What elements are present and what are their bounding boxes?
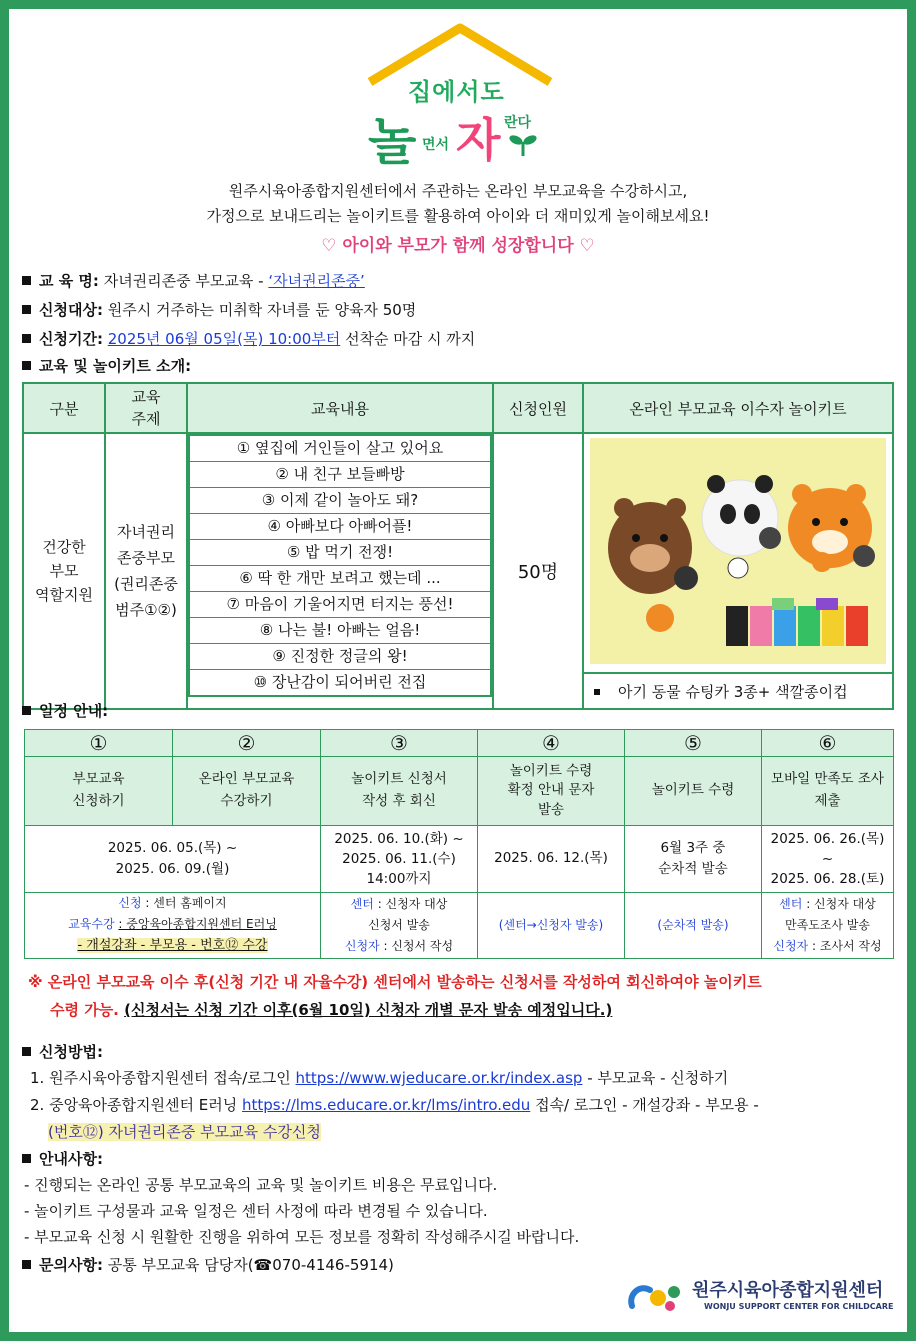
step-number: ④ [478, 730, 625, 757]
step-title: 놀이키트 신청서 작성 후 회신 [321, 757, 478, 826]
course-label: 교육수강 [68, 917, 115, 932]
col-header-count: 신청인원 [493, 383, 583, 433]
method-item-2-line-2 [48, 1121, 321, 1142]
topic-item: ⑤ 밥 먹기 전쟁! [190, 540, 490, 566]
date-steps-1-2: 2025. 06. 05.(목) ~ 2025. 06. 09.(월) [25, 826, 321, 893]
logo-small-1: 면서 [422, 137, 450, 153]
applicant-text: : 신청서 작성 [383, 939, 454, 954]
detail-step-5: (순차적 발송) [625, 893, 762, 959]
event-logo [360, 20, 560, 170]
applicant-label: 신청자 [344, 939, 380, 954]
tiger-car-icon [788, 484, 875, 568]
col-header-kit: 온라인 부모교육 이수자 놀이키트 [583, 383, 893, 433]
bullet-icon [22, 1154, 31, 1163]
method-row [22, 1041, 103, 1062]
center-logo [626, 1274, 896, 1318]
edu-title: ‘자녀권리존중’ [268, 272, 365, 290]
period-label: 신청기간: [39, 330, 103, 348]
step-title: 온라인 부모교육 수강하기 [173, 757, 321, 826]
guide-item: - 놀이키트 구성물과 교육 일정은 센터 사정에 따라 변경될 수 있습니다. [24, 1202, 488, 1220]
applicant-label: 신청자 [773, 939, 809, 954]
topic-item: ⑧ 나는 불! 아빠는 얼음! [190, 618, 490, 644]
subject-cell: 자녀권리 존중부모 (권리존중 범주①②) [105, 433, 187, 709]
notice-line-1: ※ 온라인 부모교육 이수 후(신청 기간 내 자율수강) 센터에서 발송하는 신청서를 작성하여 회신하여야 놀이키트 [28, 973, 762, 991]
col-header-subject: 교육 주제 [105, 383, 187, 433]
topic-item: ⑩ 장난감이 되어버린 전집 [253, 673, 427, 691]
step-number: ⑤ [625, 730, 762, 757]
course-text-1: : 중앙육아종합지원센터 E러닝 [118, 917, 277, 932]
schedule-table [24, 729, 894, 959]
method-item-2-text: 2. 중앙육아종합지원센터 E러닝 [30, 1096, 238, 1114]
step-number: ① [25, 730, 173, 757]
step-number: ③ [321, 730, 478, 757]
intro-line-1: 원주시육아종합지원센터에서 주관하는 온라인 부모교육을 수강하시고, [228, 182, 688, 200]
detail-step-3 [321, 893, 478, 959]
method-label: 신청방법: [39, 1043, 103, 1061]
bear-car-icon [608, 498, 698, 594]
col-header-content: 교육내용 [187, 383, 493, 433]
edu-name-value: 자녀권리존중 부모교육 - [103, 272, 264, 290]
apply-label: 신청 [118, 896, 142, 911]
period-row [22, 328, 475, 349]
course-text-2: - 개설강좌 - 부모용 - 번호⑫ 수강 [77, 938, 268, 954]
intro-line-2: 가정으로 보내드리는 놀이키트를 활용하여 아이와 더 재미있게 놀이해보세요! [206, 207, 710, 225]
contact-label: 문의사항: [39, 1256, 103, 1274]
notice-line-2b: (신청서는 신청 기간 이후(6월 10일) 신청자 개별 문자 발송 예정입니다.) [124, 1001, 613, 1019]
target-label: 신청대상: [39, 301, 103, 319]
topics-list [188, 434, 492, 697]
step-title: 모바일 만족도 조사 제출 [762, 757, 894, 826]
center-label: 센터 [350, 897, 374, 912]
center-text: : 신청자 대상 신청서 발송 [368, 897, 448, 933]
center-name-en: WONJU SUPPORT CENTER FOR CHILDCARE [704, 1302, 894, 1311]
detail-steps-1-2 [25, 893, 321, 959]
logo-line1: 집에서도 [408, 78, 505, 106]
topic-item: ④ 아빠보다 아빠어플! [190, 514, 490, 540]
topic-item: ① 옆집에 거인들이 살고 있어요 [190, 436, 490, 462]
topic-item: ② 내 친구 보들빠방 [190, 462, 490, 488]
logo-small-2: 란다 [504, 115, 532, 131]
date-step-6: 2025. 06. 26.(목) ~ 2025. 06. 28.(토) [762, 826, 894, 893]
notice-line-2 [50, 999, 612, 1020]
topic-item: ⑨ 진정한 정글의 왕! [190, 644, 490, 670]
apply-text: : 센터 홈페이지 [145, 896, 227, 911]
kit-desc: 아기 동물 슈팅카 3종+ 색깔종이컵 [618, 682, 848, 701]
bullet-icon [594, 689, 600, 695]
bullet-icon [22, 1260, 31, 1269]
topics-cell [187, 433, 493, 709]
bullet-icon [22, 1047, 31, 1056]
bullet-icon [22, 276, 31, 285]
detail-step-4: (센터→신청자 발송) [478, 893, 625, 959]
guide-row [22, 1148, 103, 1169]
step-title: 놀이키트 수령 확정 안내 문자 발송 [478, 757, 625, 826]
slogan: ♡ 아이와 부모가 함께 성장합니다 ♡ [321, 236, 595, 256]
contact-value: 공통 부모교육 담당자(☎070-4146-5914) [107, 1256, 394, 1274]
edu-name-row [22, 270, 365, 291]
intro-section-label: 교육 및 놀이키트 소개: [39, 357, 192, 375]
education-table [22, 382, 894, 710]
period-date: 2025년 06월 05일(목) 10:00부터 [107, 330, 341, 348]
guide-label: 안내사항: [39, 1150, 103, 1168]
step-title: 놀이키트 수령 [625, 757, 762, 826]
col-header-category: 구분 [23, 383, 105, 433]
bullet-icon [22, 706, 31, 715]
date-step-4: 2025. 06. 12.(목) [478, 826, 625, 893]
topic-item: ③ 이제 같이 놀아도 돼? [190, 488, 490, 514]
method-item-2 [30, 1094, 759, 1115]
notice-line-2a: 수령 가능. [50, 1001, 119, 1019]
method-item-2-course: (번호⑫) 자녀권리존중 부모교육 수강신청 [48, 1123, 321, 1141]
method-item-1-text: 1. 원주시육아종합지원센터 접속/로그인 [30, 1069, 291, 1087]
panda-car-icon [702, 475, 781, 556]
step-title: 부모교육 신청하기 [25, 757, 173, 826]
center-name-ko: 원주시육아종합지원센터 [692, 1280, 884, 1301]
wjeducare-link[interactable]: https://www.wjeducare.or.kr/index.asp [295, 1069, 583, 1087]
bullet-icon [22, 305, 31, 314]
schedule-row [22, 700, 108, 721]
date-step-5: 6월 3주 중 순차적 발송 [625, 826, 762, 893]
method-item-1 [30, 1067, 728, 1088]
guide-item: - 부모교육 신청 시 원활한 진행을 위하여 모든 정보를 정확히 작성해주시길 바랍니다. [24, 1228, 580, 1246]
logo-big-char-1: 놀 [368, 113, 417, 171]
method-item-2-rest: 접속/ 로그인 - 개설강좌 - 부모용 - [535, 1096, 759, 1114]
guide-item: - 진행되는 온라인 공통 부모교육의 교육 및 놀이키트 비용은 무료입니다. [24, 1176, 498, 1194]
sprout-icon [508, 130, 538, 158]
step-number: ② [173, 730, 321, 757]
bullet-icon [22, 334, 31, 343]
contact-row [22, 1254, 394, 1275]
center-text: : 신청자 대상 만족도조사 발송 [785, 897, 876, 933]
method-item-1-rest: - 부모교육 - 신청하기 [587, 1069, 729, 1087]
center-logo-icon [626, 1276, 686, 1316]
applicant-text: : 조사서 작성 [811, 939, 882, 954]
kit-photo-cell [583, 433, 893, 673]
date-step-3: 2025. 06. 10.(화) ~ 2025. 06. 11.(수) 14:00까지 [321, 826, 478, 893]
detail-step-6 [762, 893, 894, 959]
center-label: 센터 [779, 897, 803, 912]
bullet-icon [22, 361, 31, 370]
kit-desc-cell [583, 673, 893, 709]
target-value: 원주시 거주하는 미취학 자녀를 둔 양육자 50명 [107, 301, 417, 319]
logo-big-char-2: 자 [456, 113, 501, 167]
topic-item: ⑦ 마음이 기울어지면 터지는 풍선! [190, 592, 490, 618]
target-row [22, 299, 416, 320]
category-cell: 건강한 부모 역할지원 [23, 433, 105, 709]
educare-lms-link[interactable]: https://lms.educare.or.kr/lms/intro.edu [242, 1096, 531, 1114]
topic-item: ⑥ 딱 한 개만 보려고 했는데 ... [190, 566, 490, 592]
intro-section-row [22, 355, 191, 376]
step-number: ⑥ [762, 730, 894, 757]
schedule-label: 일정 안내: [39, 702, 109, 720]
period-rest: 선착순 마감 시 까지 [345, 330, 476, 348]
edu-name-label: 교 육 명: [39, 272, 99, 290]
play-kit-photo [590, 438, 886, 664]
count-cell: 50명 [493, 433, 583, 709]
